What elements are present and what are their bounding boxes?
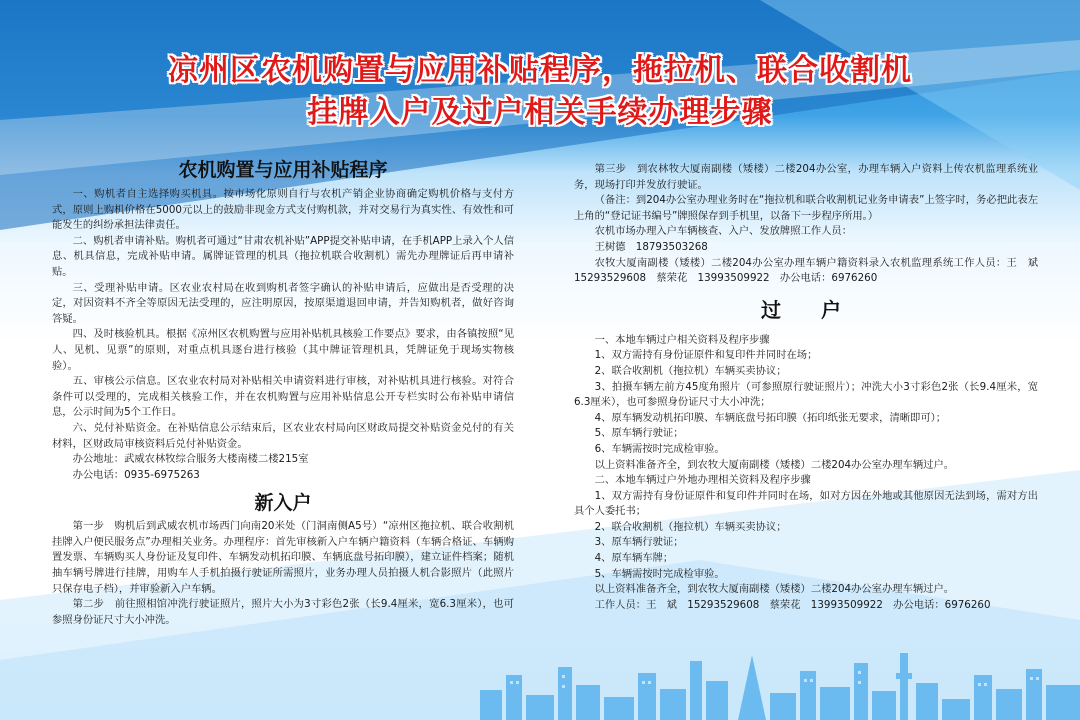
transfer-remote-item: 4、原车辆车牌；: [594, 552, 674, 565]
new-registration-step-2: 第二步 前往照相馆冲洗行驶证照片，照片大小为3寸彩色2张（长9.4厘米，宽6.3厘米），也可参照身份证尺寸大小冲洗。: [52, 598, 514, 626]
transfer-remote-item: 2、联合收割机（拖拉机）车辆买卖协议；: [594, 520, 787, 533]
subsidy-office-address: 办公地址：武威农林牧综合服务大楼南楼二楼215室: [72, 453, 309, 466]
transfer-local-item: 5、原车辆行驶证；: [594, 427, 684, 440]
transfer-remote-item: 5、车辆需按时完成检审验。: [594, 567, 725, 580]
subsidy-step-3: 三、受理补贴申请。区农业农村局在收到购机者签字确认的补贴申请后，应做出是否受理的决定，对因资料不齐全等原因无法受理的，应注明原因，按原渠道退回申请，并告知购机者，做好咨询答疑。: [52, 281, 514, 325]
subsidy-step-6: 六、兑付补贴资金。在补贴信息公示结束后，区农业农村局向区财政局提交补贴资金兑付的有关材料，区财政局审核资料后兑付补贴资金。: [52, 421, 514, 450]
subsidy-step-2: 二、购机者申请补贴。购机者可通过“甘肃农机补贴”APP提交补贴申请，在手机APP上录入个人信息、机具信息，完成补贴申请。属牌证管理的机具（拖拉机联合收割机）需先办理牌证后再申请补贴。: [52, 234, 514, 278]
subsidy-step-4: 四、及时核验机具。根据《凉州区农机购置与应用补贴机具核验工作要点》要求，由各镇按照“见人、见机、见票”的原则，对重点机具逐台进行核验（其中牌证管理机具，凭牌证免于现场实物核验）。: [52, 328, 514, 372]
transfer-remote-done: 以上资料准备齐全，到农牧大厦南副楼（矮楼）二楼204办公室办理车辆过户。: [594, 583, 955, 596]
subsidy-step-5: 五、审核公示信息。区农业农村局对补贴相关申请资料进行审核，对补贴机具进行核验。对符合条件可以受理的，完成相关核验工作，并在农机购置与应用补贴信息公开专栏实时公布补贴申请信息，公示时间为5个工作日。: [52, 375, 514, 419]
transfer-local-item: 6、车辆需按时完成检审验。: [594, 442, 725, 455]
transfer-local-item: 2、联合收割机（拖拉机）车辆买卖协议；: [594, 364, 787, 377]
transfer-remote-item: 1、双方需持有身份证原件和复印件并同时在场，如对方因在外地或其他原因无法到场，需对方出具个人委托书；: [574, 489, 1038, 518]
transfer-local-item: 4、原车辆发动机拓印膜、车辆底盘号拓印膜（拓印纸张无要求，清晰即可）；: [594, 411, 947, 424]
transfer-remote-item: 3、原车辆行驶证；: [594, 536, 684, 549]
transfer-local-item: 1、双方需持有身份证原件和复印件并同时在场；: [594, 349, 818, 362]
left-column: [52, 155, 514, 628]
subsidy-office-phone: 办公电话：0935-6975263: [72, 468, 200, 481]
new-registration-step-3: 第三步 到农林牧大厦南副楼（矮楼）二楼204办公室，办理车辆入户资料上传农机监理系统业务，现场打印并发放行驶证。: [574, 163, 1038, 191]
new-registration-note: （备注：到204办公室办理业务时在“拖拉机和联合收割机记业务申请表”上签字时，务必把此表左上角的“登记证书编号”牌照保存到手机里，以备下一步程序所用。）: [574, 194, 1038, 222]
transfer-remote-title: 二、本地车辆过户外地办理相关资料及程序步骤: [594, 474, 811, 487]
main-title-line-1: 凉州区农机购置与应用补贴程序，拖拉机、联合收割机: [168, 53, 912, 88]
transfer-heading: 过 户: [761, 297, 851, 322]
right-column: [574, 162, 1049, 613]
poster-header: [0, 50, 1080, 134]
transfer-staff-contact: 工作人员：王 斌 15293529608 蔡荣花 13993509922 办公电话：6976260: [594, 598, 991, 611]
new-registration-heading: 新入户: [254, 492, 312, 515]
office-staff-contact: 农牧大厦南副楼（矮楼）二楼204办公室办理车辆户籍资料录入农机监理系统工作人员：王 斌 15293529608 蔡荣花 13993509922 办公电话：6976260: [574, 256, 1049, 285]
transfer-local-done: 以上资料准备齐全，到农牧大厦南副楼（矮楼）二楼204办公室办理车辆过户。: [594, 458, 955, 471]
subsidy-heading: 农机购置与应用补贴程序: [178, 159, 388, 181]
city-skyline-graphic: [480, 645, 1080, 720]
market-staff-label: 农机市场办理入户车辆核查、入户、发放牌照工作人员：: [594, 225, 853, 238]
transfer-local-item: 3、拍摄车辆左前方45度角照片（可参照原行驶证照片）；冲洗大小3寸彩色2张（长9.4厘米，宽6.3厘米），也可参照身份证尺寸大小冲洗；: [574, 380, 1038, 409]
subsidy-step-1: 一、购机者自主选择购买机具。按市场化原则自行与农机产销企业协商确定购机价格与支付方式，原则上购机价格在5000元以上的鼓励非现金方式支付购机款，并对交易行为真实性、有效性和可能发生的纠纷承担法律责任。: [52, 188, 514, 232]
transfer-local-title: 一、本地车辆过户相关资料及程序步骤: [594, 333, 770, 346]
new-registration-step-1: 第一步 购机后到武威农机市场西门向南20米处（门洞南侧A5号）“凉州区拖拉机、联合收割机挂牌入户便民服务点”办理相关业务。办理程序：首先审核新入户车辆户籍资料（车辆合格证、车辆购置发票、车辆购买人身份证及复印件、车辆发动机拓印膜、车辆底盘号拓印膜），建立证件档案；随机抽车辆号牌进行挂牌，用购车人手机拍摄行驶证所需照片，业务办理人员拍摄人机合影照片（此照片只保存电子档），并审验新入户车辆。: [52, 520, 514, 595]
market-staff-contact: 王树德 18793503268: [594, 240, 708, 253]
main-title-line-2: 挂牌入户及过户相关手续办理步骤: [307, 95, 773, 130]
